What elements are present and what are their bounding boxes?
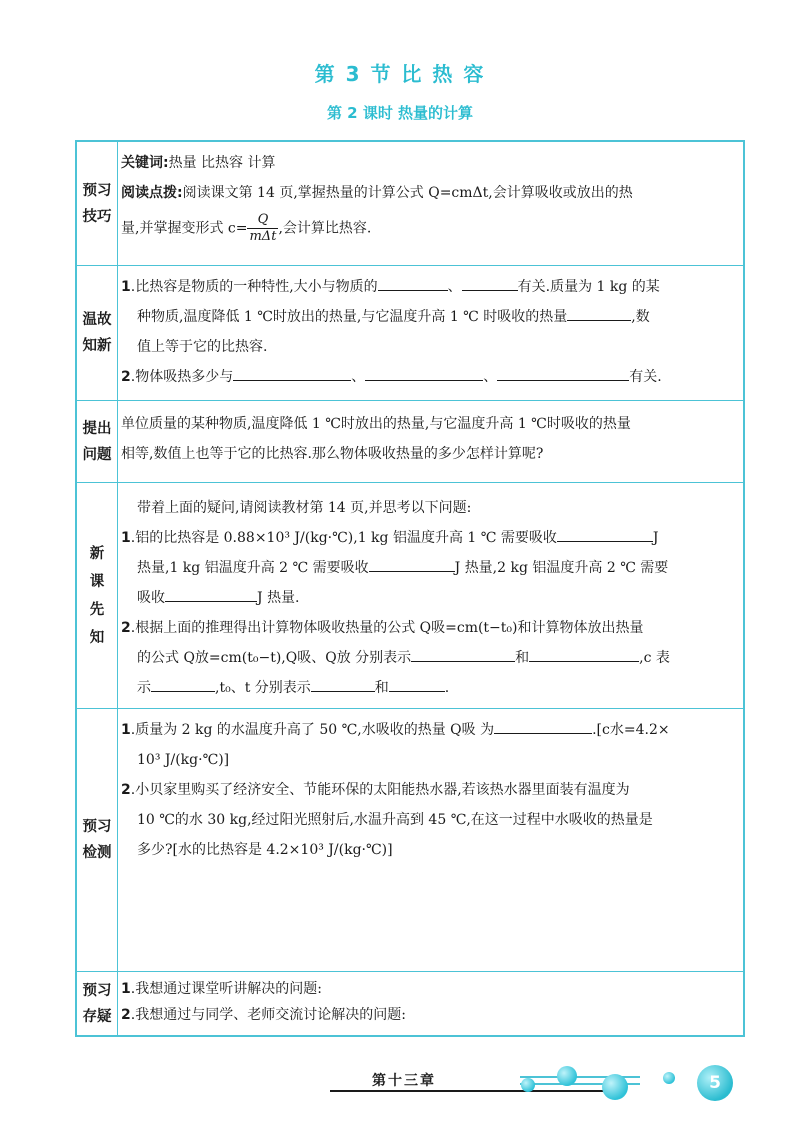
page-title: 第 3 节 比 热 容 [314, 62, 486, 86]
row-tichu-wenti [77, 401, 743, 483]
bubble-icon [557, 1066, 577, 1086]
bubble-icon [602, 1074, 628, 1100]
row-label: 温故 知新 [77, 266, 118, 400]
answer-blank[interactable] [411, 647, 515, 662]
answer-blank[interactable] [389, 677, 445, 692]
answer-blank[interactable] [557, 527, 653, 542]
answer-blank[interactable] [365, 366, 483, 381]
row-label: 新 课 先 知 [77, 483, 118, 708]
row-content: 单位质量的某种物质,温度降低 1 ℃时放出的热量,与它温度升高 1 ℃时吸收的热量 相等,数值上也等于它的比热容.那么物体吸收热量的多少怎样计算呢? [121, 416, 631, 462]
page-subtitle: 第 2 课时 热量的计算 [326, 104, 474, 122]
row-content: 1.我想通过课堂听讲解决的问题: 2.我想通过与同学、老师交流讨论解决的问题: [121, 981, 406, 1023]
answer-blank[interactable] [497, 366, 629, 381]
page-number: 5 [697, 1065, 733, 1101]
row-label: 预习 存疑 [77, 972, 118, 1035]
bubble-icon [521, 1078, 535, 1092]
answer-blank[interactable] [378, 276, 448, 291]
answer-blank[interactable] [233, 366, 351, 381]
row-content: 带着上面的疑问,请阅读教材第 14 页,并思考以下问题: 1.铝的比热容是 0.88×10³ J/(kg·℃),1 kg 铝温度升高 1 ℃ 需要吸收 J 热量,1 kg 铝温度升高 2 ℃ 需要吸收 J 热量,2 kg 铝温度升高 2 ℃ 需要 吸收 J 热量. 2.根据上面的推理得出计算物体吸收热量的公式 Q吸=cm(t−t₀)和计算物体放出热量 的公式 Q放=cm(t₀−t),Q吸、Q放 分别表示 和 ,c 表 示 ,t₀、t 分别表示 和 . [121, 500, 670, 696]
row-content: 1.比热容是物质的一种特性,大小与物质的 、 有关.质量为 1 kg 的某 种物质,温度降低 1 ℃时放出的热量,与它温度升高 1 ℃ 时吸收的热量 ,数 值上等于它的比热容. 2.物体吸热多少与 、 、 有关. [121, 272, 739, 392]
answer-blank[interactable] [462, 276, 518, 291]
footer-rule [330, 1090, 620, 1092]
row-xinke-xianzhi [77, 483, 743, 709]
row-yuxi-jiqiao [77, 142, 743, 266]
answer-blank[interactable] [529, 647, 639, 662]
row-yuxi-jiance [77, 709, 743, 972]
answer-blank[interactable] [567, 306, 631, 321]
worksheet-table [75, 140, 745, 1037]
answer-blank[interactable] [369, 557, 455, 572]
answer-blank[interactable] [311, 677, 375, 692]
chapter-label: 第十三章 [372, 1073, 436, 1089]
row-wengu-zhixin [77, 266, 743, 401]
answer-blank[interactable] [151, 677, 215, 692]
row-content: 1.质量为 2 kg 的水温度升高了 50 ℃,水吸收的热量 Q吸 为 .[c水=4.2× 10³ J/(kg·℃)] 2.小贝家里购买了经济安全、节能环保的太阳能热水器,若该热水器里面装有温度为 10 ℃的水 30 kg,经过阳光照射后,水温升高到 45 ℃,在这一过程中水吸收的热量是 多少?[水的比热容是 4.2×10³ J/(kg·℃)] [121, 715, 739, 865]
row-yuxi-cunyi [77, 972, 743, 1035]
answer-blank[interactable] [165, 587, 257, 602]
row-content: 关键词:热量 比热容 计算 阅读点拨:阅读课文第 14 页,掌握热量的计算公式 Q=cmΔt,会计算吸收或放出的热 量,并掌握变形式 c= $\frac{Q}{\text{mΔt}}$ ,会计算比热容. [121, 155, 633, 244]
row-label: 预习 检测 [77, 709, 118, 971]
formula-fraction: $\frac{Q}{\text{mΔt}}$ [249, 212, 277, 244]
row-label: 预习 技巧 [77, 142, 118, 265]
row-label: 提出 问题 [77, 401, 118, 482]
bubble-icon [663, 1072, 675, 1084]
answer-blank[interactable] [494, 719, 592, 734]
